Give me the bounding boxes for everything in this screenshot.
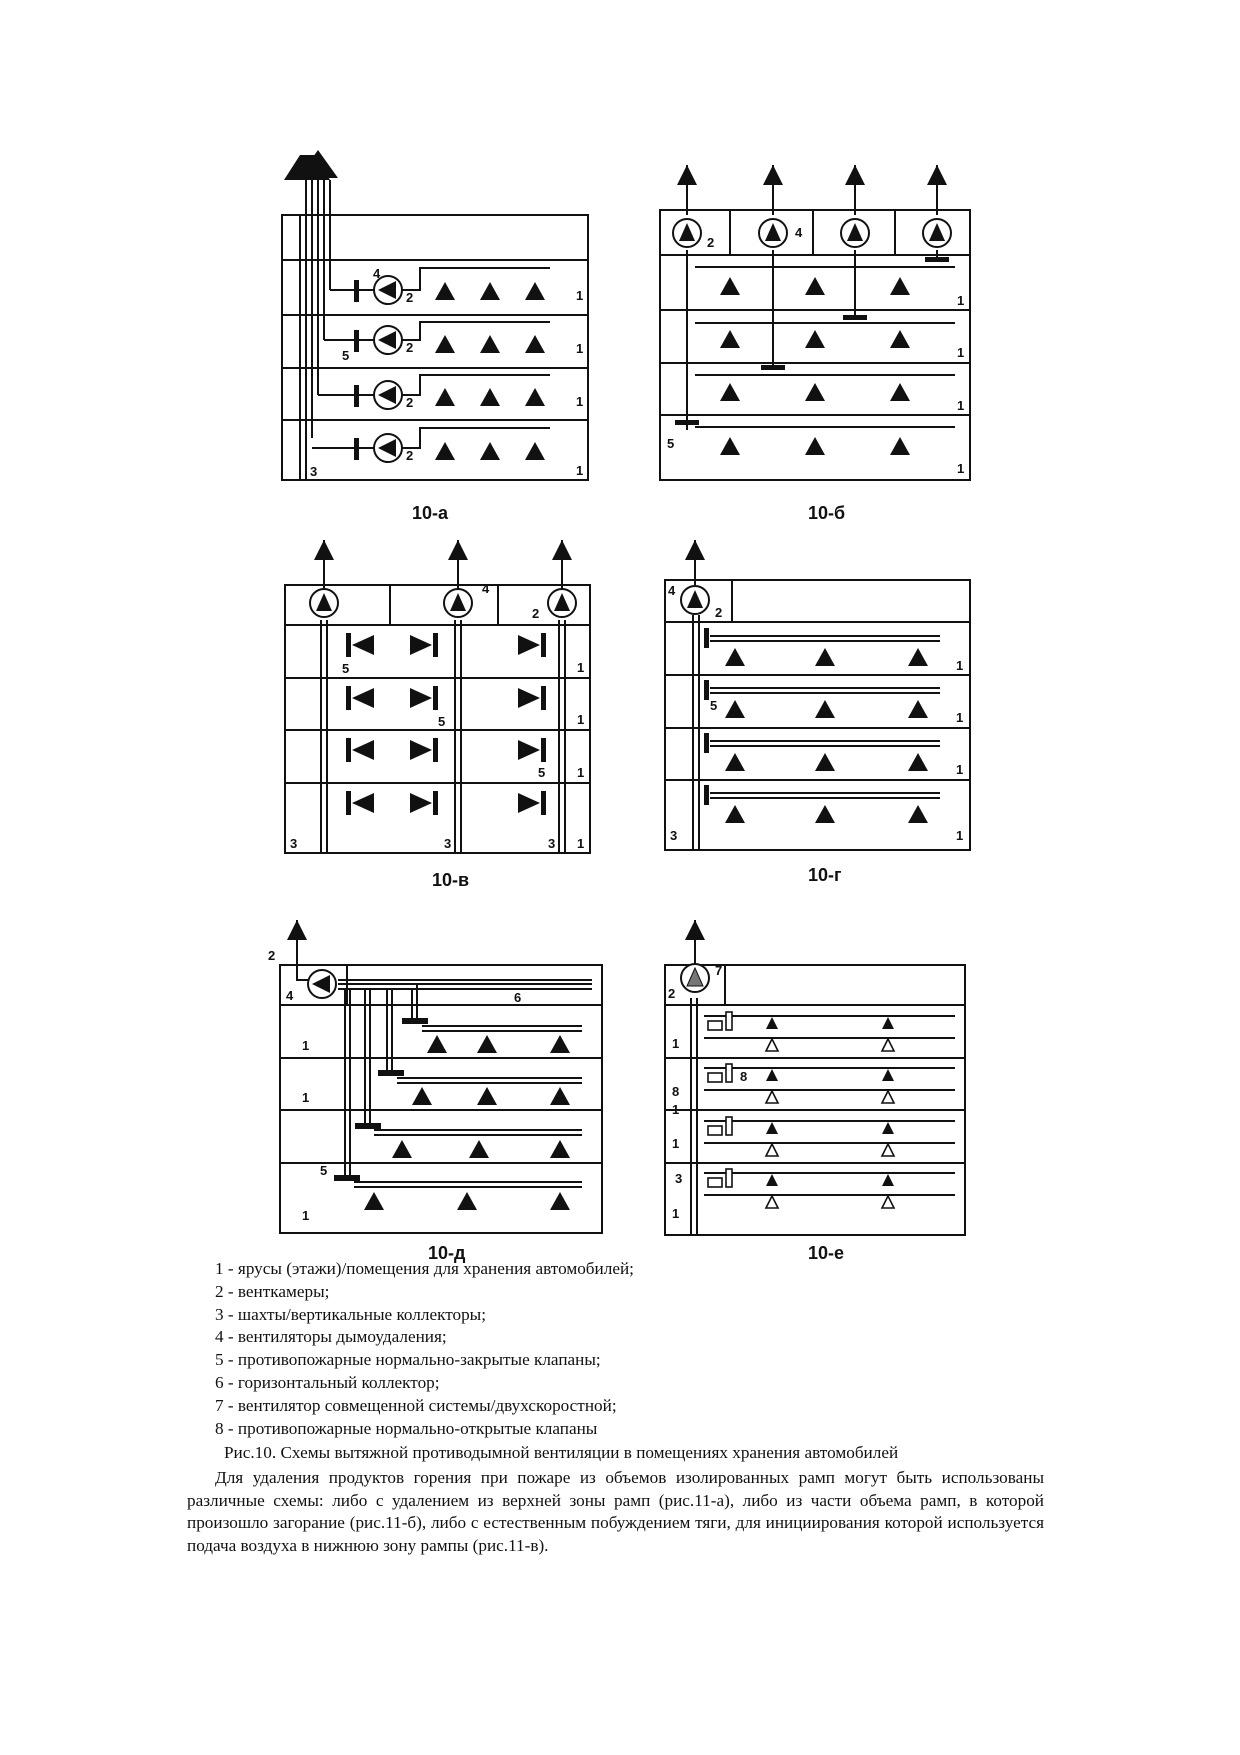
diagram-number-label: 1	[672, 1206, 680, 1221]
diagram-number-label: 2	[668, 986, 676, 1001]
figure-10e-drawing	[660, 920, 990, 1240]
diagram-number-label: 5	[667, 436, 675, 451]
figure-10a-drawing	[270, 150, 610, 490]
diagram-number-label: 3	[548, 836, 556, 851]
figure-10d-caption: 10-д	[428, 1243, 466, 1263]
diagram-number-label: 4	[373, 266, 381, 281]
diagram-number-label: 8	[672, 1084, 680, 1099]
figure-10v-caption: 10-в	[432, 870, 470, 890]
diagram-number-label: 1	[956, 762, 964, 777]
diagram-number-label: 2	[715, 605, 723, 620]
diagram-number-label: 2	[406, 448, 414, 463]
diagram-number-label: 1	[302, 1208, 310, 1223]
diagram-number-label: 1	[672, 1036, 680, 1051]
figure-10b-caption: 10-б	[808, 503, 846, 523]
figure-10g-drawing	[660, 540, 990, 860]
diagram-number-label: 2	[406, 290, 414, 305]
figure-10g	[660, 540, 990, 860]
diagram-number-label: 3	[444, 836, 452, 851]
legend-item: 5 - противопожарные нормально-закрытые клапаны;	[215, 1350, 601, 1370]
diagram-number-label: 7	[715, 963, 723, 978]
figure-10e-caption: 10-е	[808, 1243, 845, 1263]
diagram-number-label: 8	[740, 1069, 748, 1084]
diagram-number-label: 1	[577, 712, 585, 727]
legend-item: 4 - вентиляторы дымоудаления;	[215, 1327, 447, 1347]
diagram-number-label: 5	[342, 348, 350, 363]
diagram-number-label: 4	[286, 988, 294, 1003]
diagram-number-label: 1	[576, 394, 584, 409]
diagram-number-label: 1	[577, 765, 585, 780]
diagram-number-label: 5	[320, 1163, 328, 1178]
figure-10d-drawing	[262, 920, 612, 1240]
diagram-number-label: 5	[710, 698, 718, 713]
diagram-number-label: 1	[576, 288, 584, 303]
diagram-number-label: 2	[406, 340, 414, 355]
figure-10a	[270, 150, 610, 490]
diagram-number-label: 1	[957, 461, 965, 476]
figure-10v-drawing	[280, 540, 620, 860]
figure-10b	[655, 165, 995, 495]
diagram-number-label: 2	[406, 395, 414, 410]
figure-10d	[262, 920, 612, 1240]
diagram-number-label: 2	[707, 235, 715, 250]
figure-10g-caption: 10-г	[808, 865, 842, 885]
diagram-number-label: 4	[668, 583, 676, 598]
diagram-number-label: 6	[514, 990, 522, 1005]
diagram-number-label: 1	[957, 398, 965, 413]
legend	[215, 1258, 1035, 1440]
legend-item: 2 - венткамеры;	[215, 1281, 330, 1301]
diagram-number-label: 4	[482, 581, 490, 596]
diagram-number-label: 1	[672, 1102, 680, 1117]
diagram-number-label: 1	[956, 658, 964, 673]
diagram-number-label: 1	[576, 341, 584, 356]
legend-item: 7 - вентилятор совмещенной системы/двухскоростной;	[215, 1395, 617, 1415]
diagram-number-label: 3	[310, 464, 318, 479]
diagram-number-label: 1	[577, 836, 585, 851]
legend-item: 3 - шахты/вертикальные коллекторы;	[215, 1304, 486, 1324]
figure-10v-valves	[346, 633, 546, 815]
diagram-number-label: 1	[957, 293, 965, 308]
legend-item: 1 - ярусы (этажи)/помещения для хранения автомобилей;	[215, 1259, 634, 1278]
figure-10a-caption: 10-а	[412, 503, 449, 523]
figure-10e	[660, 920, 990, 1240]
diagram-number-label: 1	[956, 828, 964, 843]
diagram-number-label: 1	[672, 1136, 680, 1151]
figure-caption: Рис.10. Схемы вытяжной противодымной вентиляции в помещениях хранения автомобилей	[224, 1443, 899, 1462]
diagram-number-label: 5	[538, 765, 546, 780]
diagram-number-label: 3	[290, 836, 298, 851]
diagram-number-label: 2	[532, 606, 540, 621]
diagram-number-label: 2	[268, 948, 276, 963]
diagram-number-label: 3	[675, 1171, 683, 1186]
diagram-number-label: 1	[302, 1090, 310, 1105]
figure-10b-drawing	[655, 165, 995, 495]
diagram-number-label: 5	[438, 714, 446, 729]
diagram-number-label: 1	[956, 710, 964, 725]
legend-item: 8 - противопожарные нормально-открытые клапаны	[215, 1418, 598, 1438]
diagram-number-label: 1	[577, 660, 585, 675]
body-paragraph: Для удаления продуктов горения при пожаре из объемов изолированных рамп могут быть использованы различные схемы: либо с удалением из верхней зоны рамп (рис.11-а), либо из части объема рамп, в которой произошло загорание (рис.11-б), либо с естественным побуждением тяги, для инициирования которой используется подача воздуха в нижнюю зону рампы (рис.11-в).	[187, 1468, 1044, 1555]
diagram-number-label: 3	[670, 828, 678, 843]
diagram-number-label: 1	[302, 1038, 310, 1053]
diagram-number-label: 1	[576, 463, 584, 478]
diagram-number-label: 5	[342, 661, 350, 676]
legend-item: 6 - горизонтальный коллектор;	[215, 1372, 440, 1392]
figure-10v	[280, 540, 620, 860]
diagram-number-label: 1	[957, 345, 965, 360]
diagram-number-label: 4	[795, 225, 803, 240]
